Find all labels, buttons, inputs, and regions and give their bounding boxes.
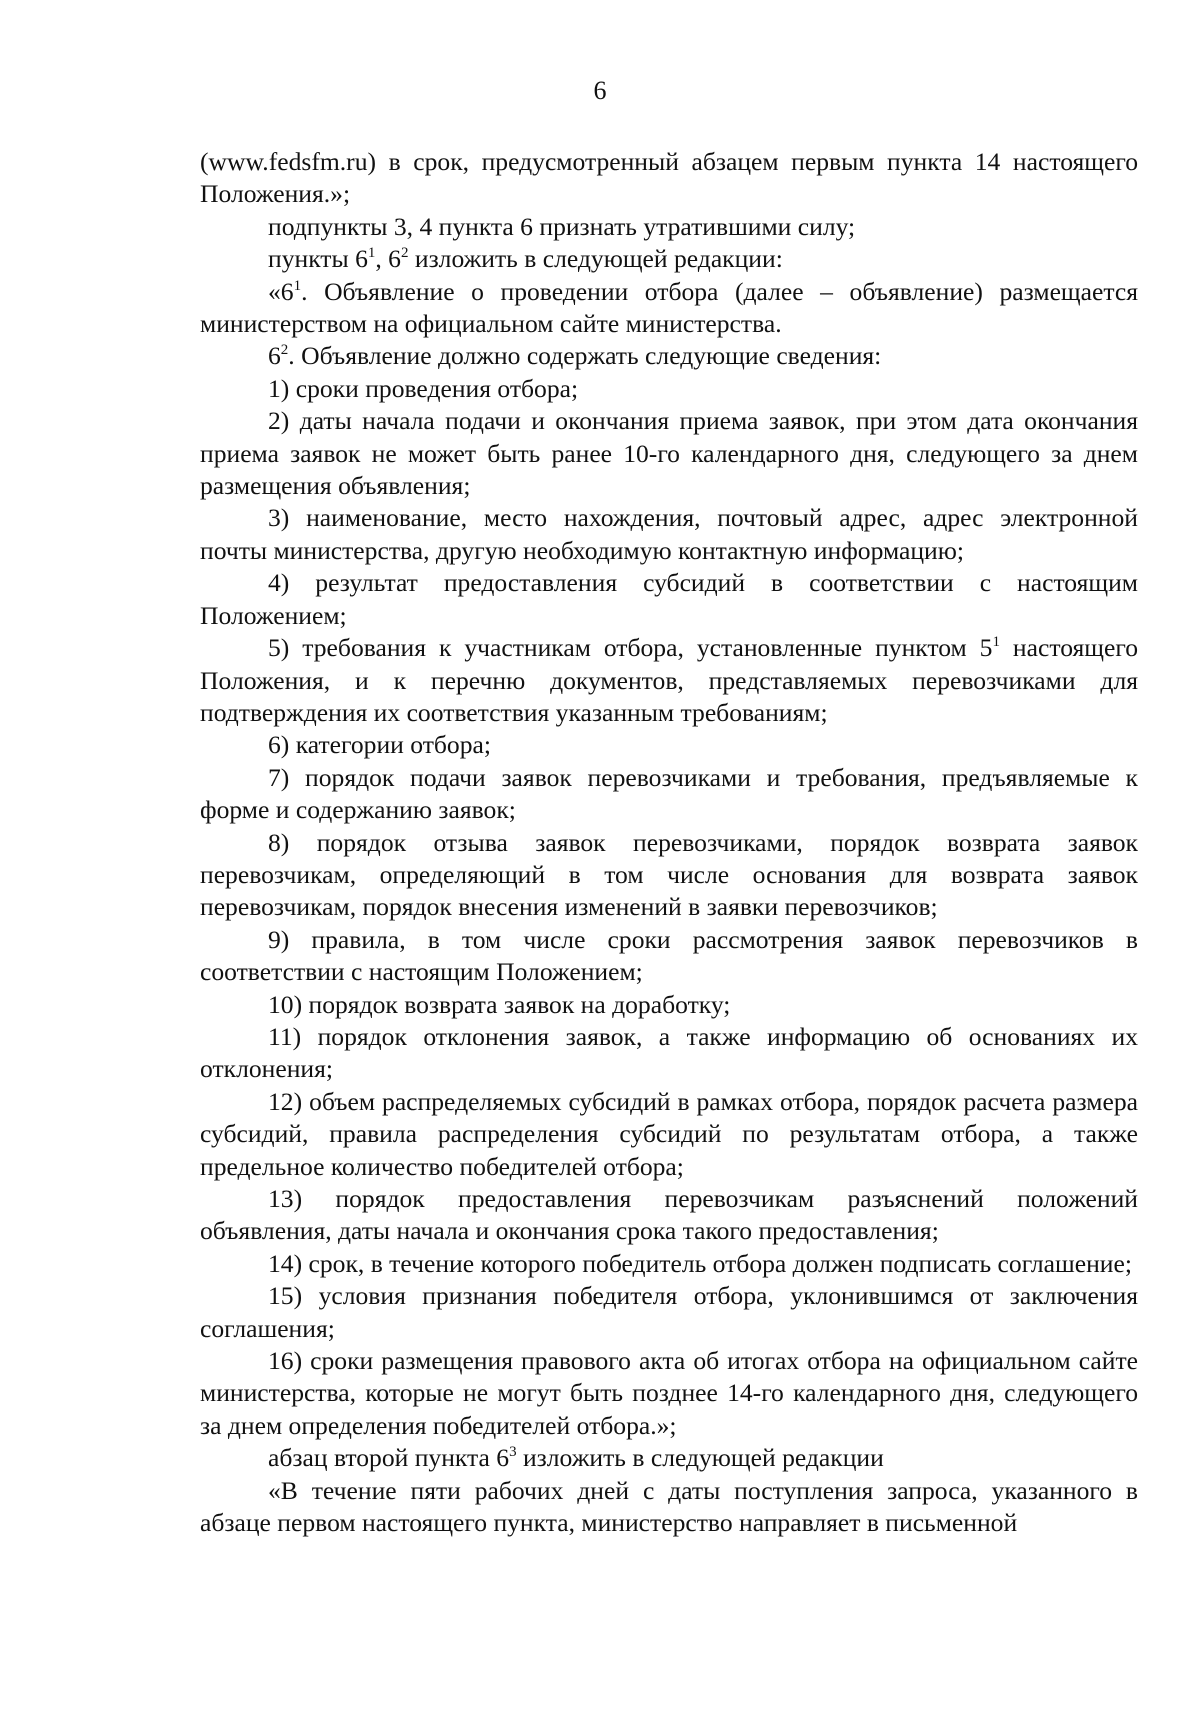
list-item: 15) условия признания победителя отбора, уклонившимся от заключения соглашения; xyxy=(200,1281,1138,1343)
list-item: 2) даты начала подачи и окончания приема заявок, при этом дата окончания приема заявок не может быть ранее 10-го календарного дня, следующего за днем размещения объявления; xyxy=(200,406,1138,501)
list-item: 16) сроки размещения правового акта об итогах отбора на официальном сайте министерства, которые не могут быть позднее 14-го календарного дня, следующего за днем определения победителей отбора.»; xyxy=(200,1346,1138,1440)
document-body xyxy=(200,146,1138,1539)
list-item: 12) объем распределяемых субсидий в рамках отбора, порядок расчета размера субсидий, правила распределения субсидий по результатам отбора, а также предельное количество победителей отбора; xyxy=(200,1086,1138,1181)
paragraph: пункты $6^1$, $6^2$ изложить в следующей редакции: xyxy=(268,244,783,274)
list-item: 10) порядок возврата заявок на доработку; xyxy=(268,989,731,1019)
paragraph: (www.fedsfm.ru) в срок, предусмотренный абзацем первым пункта 14 настоящего Положения.»; xyxy=(200,147,1138,209)
list-item: 4) результат предоставления субсидий в соответствии с настоящим Положением; xyxy=(200,568,1138,630)
paragraph: «В течение пяти рабочих дней с даты поступления запроса, указанного в абзаце первом настоящего пункта, министерство направляет в письменной xyxy=(200,1475,1138,1538)
paragraph: абзац второй пункта $6^3$ изложить в следующей редакции xyxy=(268,1443,884,1473)
list-item: 1) сроки проведения отбора; xyxy=(268,373,579,403)
list-item: 6) категории отбора; xyxy=(268,730,491,760)
list-item: 13) порядок предоставления перевозчикам разъяснений положений объявления, даты начала и окончания срока такого предоставления; xyxy=(200,1184,1138,1246)
list-item: 3) наименование, место нахождения, почтовый адрес, адрес электронной почты министерства, другую необходимую контактную информацию; xyxy=(200,503,1138,565)
list-item: 8) порядок отзыва заявок перевозчиками, порядок возврата заявок перевозчикам, определяющий в том числе основания для возврата заявок перевозчикам, порядок внесения изменений в заявки перевозчиков; xyxy=(200,827,1138,922)
list-item: 7) порядок подачи заявок перевозчиками и требования, предъявляемые к форме и содержанию заявок; xyxy=(200,762,1138,825)
paragraph: «$6^1$. Объявление о проведении отбора (далее – объявление) размещается министерством на официальном сайте министерства. xyxy=(200,276,1138,339)
list-item: 14) срок, в течение которого победитель отбора должен подписать соглашение; xyxy=(268,1248,1132,1278)
list-item: 5) требования к участникам отбора, установленные пунктом $5^1$ настоящего Положения, и к перечню документов, представляемых перевозчиками для подтверждения их соответствия указанным требованиям; xyxy=(200,633,1138,727)
paragraph: $6^2$. Объявление должно содержать следующие сведения: xyxy=(268,341,882,371)
list-item: 9) правила, в том числе сроки рассмотрения заявок перевозчиков в соответствии с настоящим Положением; xyxy=(200,924,1138,987)
page-number: 6 xyxy=(593,76,607,105)
paragraph: подпункты 3, 4 пункта 6 признать утратившими силу; xyxy=(268,211,856,241)
list-item: 11) порядок отклонения заявок, а также информацию об основаниях их отклонения; xyxy=(200,1021,1138,1084)
